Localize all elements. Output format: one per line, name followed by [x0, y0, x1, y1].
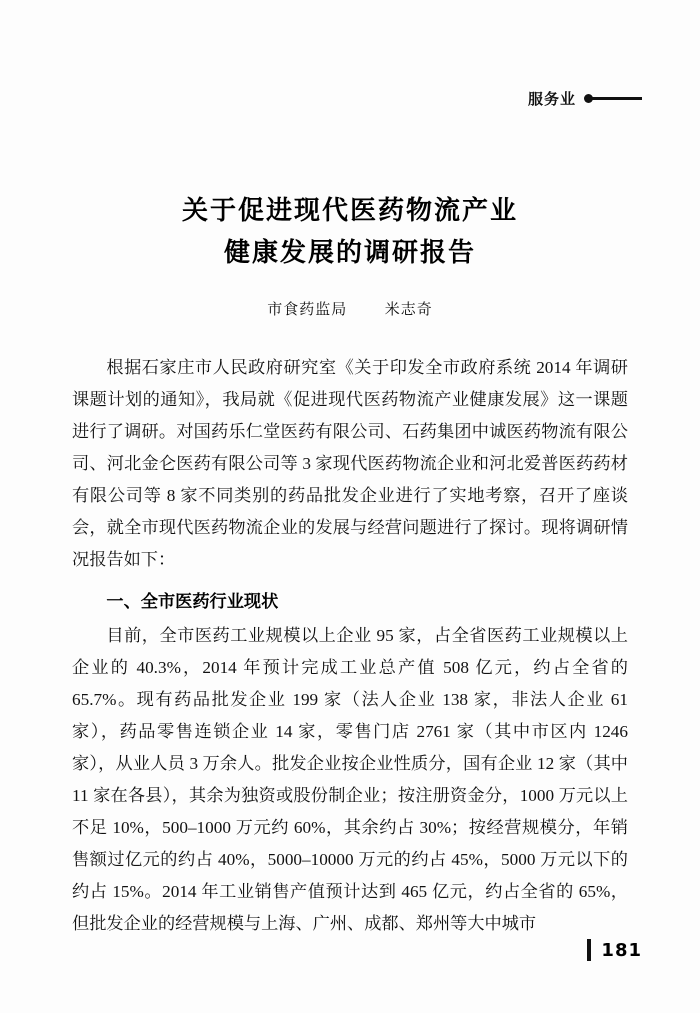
paragraph-intro: 根据石家庄市人民政府研究室《关于印发全市政府系统 2014 年调研课题计划的通知》，我局就《促进现代医药物流产业健康发展》这一课题进行了调研。对国药乐仁堂医药有限公司、石药集团中诚医药物流有限公司、河北金仑医药有限公司等 3 家现代医药物流企业和河北爱普医药药材有限公司等 8 家不同类别的药品批发企业进行了实地考察，召开了座谈会，就全市现代医药物流企业的发展与经营问题进行了探讨。现将调研情况报告如下： — [72, 358, 628, 569]
page-number: 181 — [601, 939, 642, 961]
title-line-1: 关于促进现代医药物流产业 — [181, 196, 518, 226]
byline-organization: 市食药监局 — [267, 300, 348, 318]
header-rule-icon — [592, 97, 642, 100]
byline-author: 米志奇 — [384, 300, 433, 318]
footer-bar-icon — [587, 939, 591, 961]
paragraph-current-status: 目前，全市医药工业规模以上企业 95 家，占全省医药工业规模以上企业的 40.3%，2014 年预计完成工业总产值 508 亿元，约占全省的 65.7%。现有药品批发企业 199 家（法人企业 138 家，非法人企业 61 家），药品零售连锁企业 14 家，零售门店 2761 家（其中市区内 1246 家），从业人员 3 万余人。批发企业按企业性质分，国有企业 12 家（其中 11 家在各县），其余为独资或股份制企业；按注册资金分，1000 万元以上不足 10%，500–1000 万元约 60%，其余约占 30%；按经营规模分，年销售额过亿元的约占 40%，5000–10000 万元的约占 45%，5000 万元以下的约占 15%。2014 年工业销售产值预计达到 465 亿元，约占全省的 65%，但批发企业的经营规模与上海、广州、成都、郑州等大中城市 — [72, 626, 628, 933]
page-footer — [587, 939, 642, 961]
body-content — [72, 352, 628, 942]
section-heading: 一、全市医药行业现状 — [106, 592, 279, 612]
header-section-label: 服务业 — [527, 90, 576, 108]
title-line-2: 健康发展的调研报告 — [223, 238, 476, 268]
running-header — [528, 88, 642, 109]
byline — [0, 298, 700, 319]
page-title — [0, 190, 700, 319]
